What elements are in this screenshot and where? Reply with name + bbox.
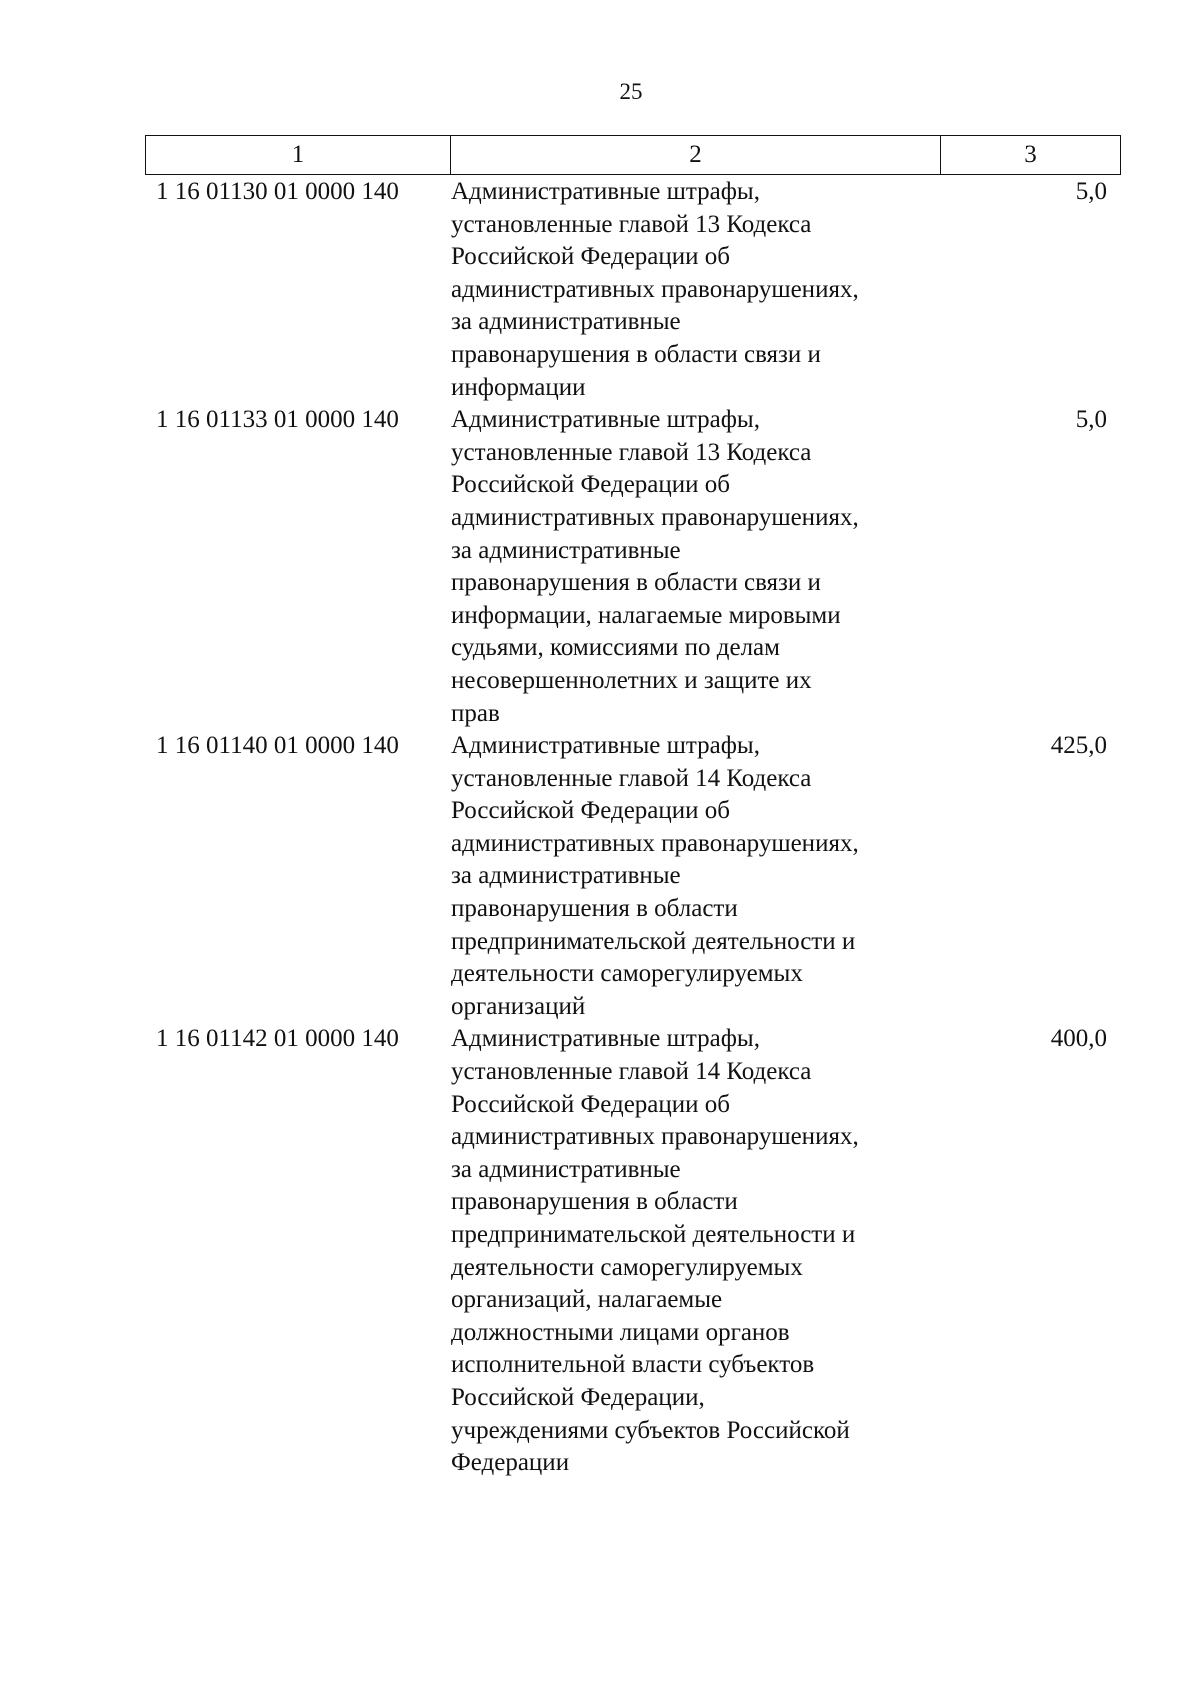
description-line: за административные bbox=[451, 862, 681, 890]
budget-code: 1 16 01130 01 0000 140 bbox=[156, 178, 399, 205]
amount-value: 400,0 bbox=[1050, 1025, 1107, 1053]
description-line: несовершеннолетних и защите их bbox=[451, 666, 812, 694]
description-line: исполнительной власти субъектов bbox=[451, 1351, 815, 1379]
description-line: деятельности саморегулируемых bbox=[451, 960, 803, 988]
revenue-description bbox=[442, 176, 1012, 404]
description-line: административных правонарушениях, bbox=[451, 503, 859, 531]
column-header-1: 1 bbox=[146, 136, 451, 175]
budget-code: 1 16 01133 01 0000 140 bbox=[156, 406, 399, 434]
revenue-description bbox=[442, 730, 1012, 1023]
description-line: административных правонарушениях, bbox=[451, 1123, 859, 1151]
table-row bbox=[145, 1023, 1117, 1479]
description-line: прав bbox=[451, 699, 500, 727]
description-line: Российской Федерации об bbox=[451, 471, 730, 499]
description-line: предпринимательской деятельности и bbox=[451, 1221, 856, 1248]
description-line: за административные bbox=[451, 536, 681, 564]
column-header-3: 3 bbox=[941, 136, 1121, 175]
description-line: установленные главой 13 Кодекса bbox=[451, 438, 812, 466]
description-line: административных правонарушениях, bbox=[451, 275, 859, 303]
description-line: за административные bbox=[451, 1155, 681, 1183]
page-number: 25 bbox=[619, 79, 643, 104]
table-row bbox=[145, 730, 1117, 1023]
description-line: Административные штрафы, bbox=[451, 732, 760, 760]
budget-code: 1 16 01142 01 0000 140 bbox=[156, 1025, 399, 1053]
table-body bbox=[145, 176, 1117, 1480]
description-line: Российской Федерации об bbox=[451, 1090, 730, 1118]
description-line: Федерации bbox=[451, 1449, 570, 1477]
description-line: организаций bbox=[451, 992, 586, 1020]
description-line: деятельности саморегулируемых bbox=[451, 1253, 803, 1281]
description-line: Российской Федерации об bbox=[451, 243, 730, 271]
description-line: административных правонарушениях, bbox=[451, 829, 859, 857]
description-line: информации bbox=[451, 373, 586, 401]
description-line: Административные штрафы, bbox=[451, 178, 760, 205]
description-line: учреждениями субъектов Российской bbox=[451, 1416, 850, 1444]
column-header-table bbox=[145, 135, 1121, 175]
description-line: Административные штрафы, bbox=[451, 406, 760, 434]
description-line: Российской Федерации, bbox=[451, 1383, 705, 1411]
column-header-2: 2 bbox=[451, 136, 941, 175]
amount-value: 5,0 bbox=[1075, 406, 1107, 434]
description-line: правонарушения в области связи и bbox=[451, 340, 821, 368]
description-line: предпринимательской деятельности и bbox=[451, 927, 856, 955]
description-line: Административные штрафы, bbox=[451, 1025, 760, 1053]
description-line: организаций, налагаемые bbox=[451, 1286, 723, 1314]
description-line: за административные bbox=[451, 308, 681, 336]
description-line: правонарушения в области связи и bbox=[451, 569, 821, 597]
description-line: Российской Федерации об bbox=[451, 797, 730, 825]
description-line: правонарушения в области bbox=[451, 895, 738, 923]
amount-value: 5,0 bbox=[1075, 178, 1107, 205]
description-line: правонарушения в области bbox=[451, 1188, 738, 1216]
description-line: судьями, комиссиями по делам bbox=[451, 634, 780, 662]
description-line: установленные главой 14 Кодекса bbox=[451, 1058, 812, 1086]
description-line: должностными лицами органов bbox=[451, 1318, 790, 1346]
description-line: установленные главой 13 Кодекса bbox=[451, 210, 812, 238]
amount-value: 425,0 bbox=[1050, 732, 1107, 760]
column-header-row bbox=[146, 136, 1121, 175]
table-row bbox=[145, 176, 1117, 404]
budget-code: 1 16 01140 01 0000 140 bbox=[156, 732, 399, 760]
revenue-description bbox=[442, 1023, 1012, 1479]
description-line: информации, налагаемые мировыми bbox=[451, 601, 841, 629]
description-line: установленные главой 14 Кодекса bbox=[451, 764, 812, 792]
revenue-description bbox=[442, 404, 1012, 730]
table-row bbox=[145, 404, 1117, 730]
